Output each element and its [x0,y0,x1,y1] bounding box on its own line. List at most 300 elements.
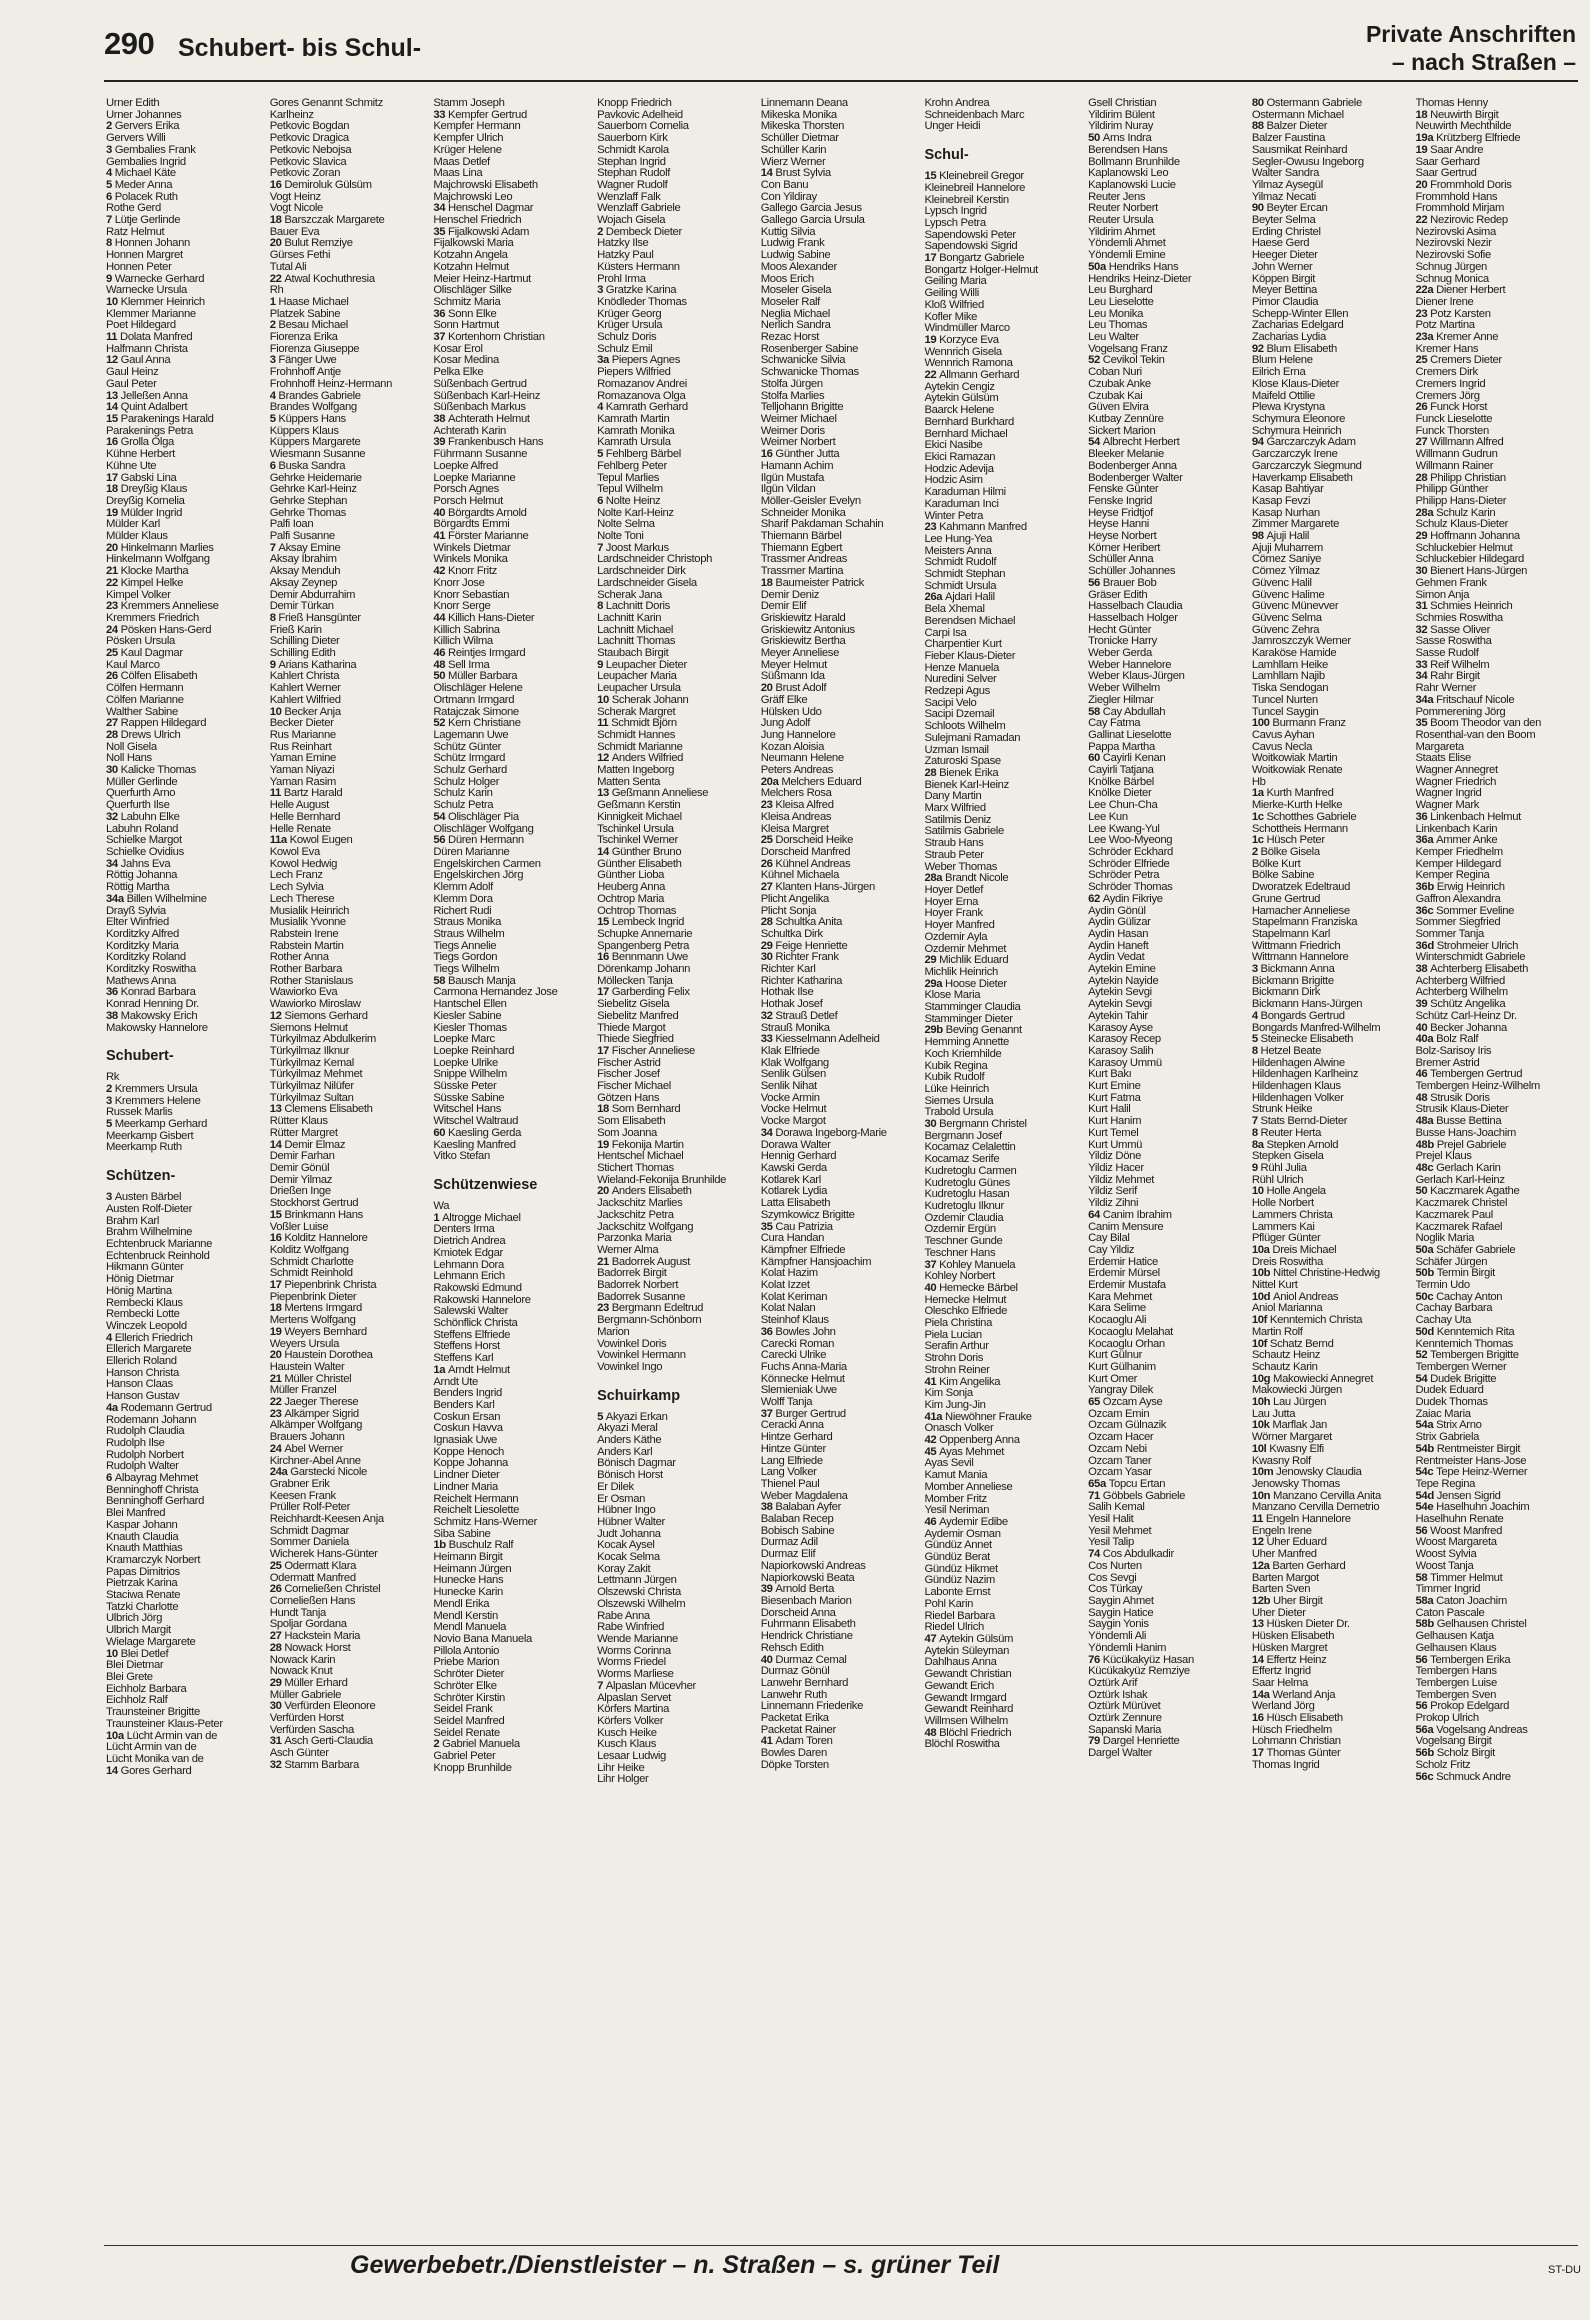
directory-entry: Witschel Hans [433,1104,502,1116]
directory-entry: 9 Warnecke Gerhard [106,273,205,285]
directory-entry: 62 Aydin Fikriye [1088,893,1163,905]
directory-entry: Yildiz Mehmet [1088,1174,1155,1186]
directory-entry: Biesenbach Marion [760,1596,852,1607]
directory-entry: Pösken Ursula [106,636,175,648]
directory-entry: 12a Barten Gerhard [1251,1560,1346,1572]
directory-entry: 48 Blöchl Friedrich [924,1727,1012,1739]
directory-entry: 24 Abel Werner [269,1443,344,1455]
directory-entry: 36 Sonn Elke [433,308,497,320]
directory-entry: Wicherek Hans-Günter [269,1549,378,1561]
directory-entry: Staats Elise [1415,753,1471,765]
directory-entry: Straus Wilhelm [433,928,505,940]
directory-entry: Süßenbach Gertrud [433,378,527,390]
directory-entry: Nowack Karin [269,1654,336,1666]
directory-entry: Lehmann Erich [433,1271,505,1283]
directory-entry: Jenowsky Thomas [1251,1478,1340,1490]
directory-entry: 31 Asch Gerti-Claudia [269,1736,373,1748]
directory-entry: Ayas Sevil [924,1458,974,1470]
directory-entry: Özdemir Ergün [924,1224,996,1236]
directory-entry: Leu Walter [1088,332,1139,344]
directory-entry: Öztürk Zennure [1088,1713,1162,1725]
directory-entry: Siebelitz Manfred [597,1010,679,1022]
directory-entry: 36a Ammer Anke [1415,835,1498,847]
directory-entry: Kolditz Wolfgang [269,1244,349,1256]
directory-entry: 27 Rappen Hildegard [106,718,207,730]
directory-entry: Fuhrmann Elisabeth [760,1619,856,1631]
directory-entry: Petkovic Zoran [269,168,341,180]
directory-entry: Verfürden Sascha [269,1724,354,1736]
directory-entry: 19 Fekonija Martin [597,1139,684,1151]
directory-entry: 2 Besau Michael [269,320,348,332]
directory-entry: Süßmann Ida [760,671,825,683]
directory-entry: 9 Rühl Julia [1251,1162,1307,1174]
directory-entry: Vocke Margot [760,1116,826,1128]
directory-entry: 56c Schmuck Andre [1415,1771,1511,1783]
directory-entry: Potz Martina [1415,320,1475,332]
directory-entry: 10 Holle Angela [1251,1186,1326,1198]
directory-entry: Steinhof Klaus [760,1315,829,1327]
directory-entry: 17 Piepenbrink Christa [269,1280,377,1292]
directory-entry: Kamrath Martin [597,413,670,425]
directory-entry: Knopp Friedrich [597,98,672,109]
directory-entry: Mathews Anna [106,975,176,987]
directory-entry: Kaul Marco [106,659,160,671]
directory-entry: Rudolph Claudia [106,1426,185,1438]
directory-entry: Gabriel Peter [433,1751,496,1763]
directory-entry: Kleinebreil Kerstin [924,194,1009,206]
directory-entry: Durmaz Elif [760,1549,816,1561]
directory-entry: 10 Klemmer Heinrich [106,296,205,308]
directory-entry: Wolff Tanja [760,1397,813,1409]
directory-entry: Ignasiak Uwe [433,1435,497,1447]
directory-entry: Som Elisabeth [597,1116,666,1128]
directory-entry: Dorawa Walter [760,1139,831,1151]
directory-entry: 25 Odermatt Klara [269,1560,357,1572]
directory-entry: Yaman Niyazi [269,765,335,777]
directory-entry: Salewski Walter [433,1306,509,1318]
directory-entry: Lardschneider Christoph [597,554,713,566]
directory-entry: Cay Bilal [1088,1233,1130,1245]
directory-entry: Schultka Dirk [760,928,823,940]
directory-entry: Gehmen Frank [1415,577,1487,589]
directory-column [433,98,597,2238]
directory-entry: Senlik Nihat [760,1081,817,1093]
directory-entry: Bölke Kurt [1251,858,1301,870]
directory-entry: Koppe Johanna [433,1458,508,1470]
directory-entry: Termin Udo [1415,1280,1470,1292]
directory-entry: Gewandt Christian [924,1669,1012,1681]
directory-entry: Cachay Uta [1415,1315,1472,1327]
directory-entry: Barten Margot [1251,1572,1319,1584]
directory-entry: 21 Müller Christel [269,1373,352,1385]
directory-entry: 5 Küppers Hans [269,413,346,425]
directory-entry: Rütter Klaus [269,1116,328,1128]
directory-entry: Kasap Fevzi [1251,495,1311,507]
directory-entry: Kühne Herbert [106,449,175,461]
directory-entry: Berendsen Michael [924,615,1016,627]
directory-entry: Slemieniak Uwe [760,1385,837,1397]
directory-entry: 25 Cremers Dieter [1415,355,1502,367]
directory-entry: 94 Garczarczyk Adam [1251,437,1356,449]
directory-entry: 14 Effertz Heinz [1251,1654,1327,1666]
directory-entry: Dargel Walter [1088,1748,1153,1760]
directory-entry: 33 Reif Wilhelm [1415,659,1490,671]
directory-entry: Demir Deniz [760,589,820,601]
directory-entry: 56b Scholz Birgit [1415,1748,1495,1760]
directory-entry: 18 Barszczak Margarete [269,215,385,227]
directory-entry: Witschel Waltraud [433,1116,519,1128]
directory-entry: Pavkovic Adelheid [597,109,683,121]
directory-entry: Ostermann Michael [1251,109,1344,121]
directory-entry: Hemecke Helmut [924,1294,1007,1306]
directory-entry: Korditzky Roswitha [106,964,196,976]
directory-entry: 22 Jaeger Therese [269,1397,359,1409]
directory-entry: Schmitz Maria [433,296,501,308]
directory-entry: Klemmer Marianne [106,308,196,320]
directory-entry: 92 Blum Elisabeth [1251,343,1337,355]
directory-entry: Willmsen Wilhelm [924,1715,1008,1727]
directory-entry: Yesil Neriman [924,1505,990,1517]
directory-entry: 10a Dreis Michael [1251,1244,1337,1256]
directory-entry: Körfers Martina [597,1704,670,1716]
directory-entry: Türkyilmaz Sultan [269,1092,354,1104]
directory-entry: 56 Tembergen Erika [1415,1654,1511,1666]
directory-entry: Majchrowski Leo [433,191,513,203]
directory-entry: 5 Akyazi Erkan [597,1411,668,1423]
directory-entry: Wawiorko Eva [269,987,338,999]
directory-entry: Stolfa Jürgen [760,378,823,390]
directory-entry: Plicht Angelika [760,893,829,905]
directory-entry: Kowol Hedwig [269,858,338,870]
directory-entry: Platzek Sabine [269,308,341,320]
directory-entry: Ajuji Muharrem [1251,542,1323,554]
directory-entry: Kurt Gülnur [1088,1350,1143,1362]
directory-entry: Aytekin Cengiz [924,381,995,393]
directory-entry: 21 Klocke Martha [106,566,189,578]
directory-entry: Yildiz Serif [1088,1186,1137,1198]
directory-entry: 16 Bennmann Uwe [597,952,688,964]
directory-entry: Yöndemli Hanim [1088,1642,1167,1654]
directory-entry: Kühnel Michaela [760,870,840,882]
directory-entry: Lettmann Jürgen [597,1575,677,1587]
directory-entry: 50 Kaczmarek Agathe [1415,1186,1520,1198]
directory-entry: Yesil Talip [1088,1537,1134,1549]
directory-entry: Walther Sabine [106,706,178,718]
directory-entry: Winczek Leopold [106,1320,187,1332]
directory-entry: 14 Quint Adalbert [106,402,188,414]
directory-column [270,98,434,2238]
directory-entry: 41 Kim Angelika [924,1376,1001,1388]
directory-entry: Lee Chun-Cha [1088,800,1158,812]
directory-entry: Lanwehr Ruth [760,1689,827,1701]
directory-entry: Vogelsang Birgit [1415,1736,1492,1748]
directory-entry: Gewandt Erich [924,1680,994,1692]
directory-entry: Satilmis Deniz [924,814,992,826]
directory-entry: 3a Piepers Agnes [597,355,681,367]
directory-entry: Bleeker Melanie [1088,449,1164,461]
directory-entry: Redzepi Agus [924,686,990,698]
directory-entry: Mendl Kerstin [433,1610,498,1622]
directory-entry: Klak Wolfgang [760,1057,829,1069]
directory-entry: Weimer Norbert [760,437,836,449]
directory-entry: Wagner Rudolf [597,179,668,191]
directory-entry: Kim Jung-Jin [924,1399,986,1411]
directory-entry: Kolat Hazim [760,1268,818,1280]
directory-entry: 20 Frommhold Doris [1415,179,1512,191]
directory-entry: Kemper Friedhelm [1415,847,1503,858]
directory-entry: Cura Handan [760,1233,825,1245]
directory-entry: Kurt Emine [1088,1081,1141,1093]
directory-entry: 39 Frankenbusch Hans [433,437,544,449]
directory-entry: Vogelsang Franz [1088,343,1168,355]
directory-entry: Musialik Yvonne [269,917,346,929]
directory-entry: Hoyer Manfred [924,920,995,932]
directory-entry: Schmidt Karola [597,144,669,156]
directory-entry: Arndt Ute [433,1376,478,1388]
directory-entry: Cremers Ingrid [1415,378,1486,390]
directory-entry: Packetat Rainer [760,1724,836,1736]
directory-entry: Schnug Monica [1415,273,1489,285]
directory-entry: Fischer Josef [597,1069,660,1081]
directory-entry: Kämpfner Hansjoachim [760,1256,872,1268]
directory-entry: Tepe Regina [1415,1478,1476,1490]
directory-entry: Urner Edith [106,98,160,109]
directory-entry: Saar Helma [1251,1677,1308,1689]
directory-entry: Kwasny Rolf [1251,1455,1311,1467]
directory-entry: Lypsch Ingrid [924,206,987,218]
directory-entry: Worms Corinna [597,1645,671,1657]
directory-entry: 58 Bausch Manja [433,975,516,987]
directory-entry: Schröter Elke [433,1680,497,1692]
directory-entry: 22 Nezirovic Redep [1415,215,1508,227]
directory-entry: Balzer Faustina [1251,133,1326,145]
directory-entry: John Werner [1251,261,1313,273]
directory-entry: 98 Ajuji Halil [1251,531,1310,543]
directory-entry: Er Osman [597,1493,646,1505]
directory-entry: Knölke Dieter [1088,788,1152,800]
directory-entry: Rabe Anna [597,1610,650,1622]
directory-entry: 58b Gelhausen Christel [1415,1619,1527,1631]
directory-entry: Asch Günter [269,1748,329,1760]
directory-entry: Kurt Hanim [1088,1116,1142,1128]
directory-entry: Kosar Erol [433,343,483,355]
directory-entry: Kocaoglu Orhan [1088,1338,1165,1350]
directory-entry: Henze Manuela [924,662,1000,674]
directory-entry: Yesil Halit [1088,1514,1134,1526]
directory-entry: Busse Hans-Joachim [1415,1127,1516,1139]
directory-entry: 40 Durmaz Cemal [760,1654,847,1666]
directory-entry: Napiorkowski Beata [760,1572,855,1584]
directory-column [106,98,270,2238]
directory-entry: Schulz Emil [597,343,653,355]
directory-entry: Bongartz Holger-Helmut [924,264,1038,276]
directory-entry: 37 Kortenhorn Christian [433,332,545,344]
directory-entry: Kohley Norbert [924,1271,995,1283]
directory-entry: Hunecke Karin [433,1587,503,1599]
directory-entry: Kiesler Sabine [433,1010,502,1022]
directory-entry: Wa [433,1200,450,1212]
directory-entry: Heyse Fridtjof [1088,507,1153,519]
directory-entry: 54 Olischläger Pia [433,811,519,823]
directory-entry: 28 Bienek Erika [924,767,999,779]
directory-entry: Hamacher Anneliese [1251,905,1350,917]
directory-entry: Schmies Roswitha [1415,612,1503,624]
directory-entry: 4 Kamrath Gerhard [597,402,688,414]
directory-entry: Pillola Antonio [433,1645,500,1657]
directory-entry: Dörenkamp Johann [597,964,691,976]
directory-entry: Hildenhagen Klaus [1251,1081,1341,1093]
directory-entry: Aytekin Süleyman [924,1645,1010,1657]
directory-entry: 42 Knorr Fritz [433,566,497,578]
directory-entry: Kocamaz Celalettin [924,1142,1016,1154]
directory-entry: Con Yildiray [760,191,817,203]
directory-entry: Klose Klaus-Dieter [1251,378,1340,390]
directory-entry: Jackschitz Marlies [597,1198,683,1210]
section-title-line1: Private Anschriften [1365,21,1576,47]
directory-entry: Lardschneider Gisela [597,577,697,589]
directory-entry: Blei Manfred [106,1508,166,1520]
directory-entry: Zacharias Lydia [1251,332,1326,344]
directory-entry: Lang Elfriede [760,1455,823,1467]
directory-entry: Keesen Frank [269,1490,336,1502]
directory-entry: 8 Lachnitt Doris [597,601,670,613]
directory-entry: Telljohann Brigitte [760,402,844,414]
directory-entry: Griskiewitz Bertha [760,636,846,648]
directory-entry: Sacipi Velo [924,697,977,709]
directory-entry: Karasoy Ümmü [1088,1057,1162,1069]
directory-entry: Rahr Werner [1415,683,1477,695]
directory-entry: Wende Marianne [597,1634,678,1645]
directory-entry: Rother Anna [269,952,329,964]
directory-column [1416,98,1580,2238]
directory-entry: 79 Dargel Henriette [1088,1736,1180,1748]
directory-entry: Vogt Heinz [269,191,321,203]
directory-entry: Korditzky Roland [106,952,186,964]
directory-entry: Petkovic Slavica [269,156,347,168]
directory-entry: Stepken Gisela [1251,1151,1324,1163]
directory-entry: 50b Termin Birgit [1415,1268,1495,1280]
directory-entry: Bremer Astrid [1415,1057,1480,1069]
directory-entry: Mendl Manuela [433,1622,507,1634]
directory-entry: 10 Becker Anja [269,706,341,718]
directory-entry: Hinkelmann Wolfgang [106,554,210,566]
directory-entry: Sharif Pakdaman Schahin [760,519,884,531]
directory-entry: Gallego Garcia Jesus [760,203,862,215]
directory-entry: 50a Hendriks Hans [1088,261,1179,273]
directory-column [1252,98,1416,2238]
directory-entry: Staubach Birgit [597,648,669,660]
directory-entry: Leupacher Maria [597,671,677,683]
directory-entry: Traunsteiner Klaus-Peter [106,1718,223,1730]
directory-entry: Piela Christina [924,1318,993,1330]
directory-entry: 46 Tembergen Gertrud [1415,1069,1523,1081]
directory-entry: 54c Tepe Heinz-Werner [1415,1467,1528,1479]
directory-entry: Coskun Ersan [433,1411,501,1423]
directory-entry: 13 Jelleßen Anna [106,390,188,402]
directory-entry: Cömez Yilmaz [1251,566,1320,578]
directory-entry: Schilling Dieter [269,636,340,648]
directory-entry: Woost Tanja [1415,1560,1474,1572]
directory-entry: Cölfen Hermann [106,683,184,695]
directory-entry: Bölke Sabine [1251,870,1315,882]
directory-entry: Wagner Ingrid [1415,788,1482,800]
directory-entry: Gündüz Nazim [924,1575,995,1587]
directory-entry: Salih Kemal [1088,1502,1145,1514]
directory-entry: Aytekin Sevgi [1088,987,1152,999]
directory-entry: Kaczmarek Christel [1415,1198,1508,1210]
directory-entry: 37 Kohley Manuela [924,1259,1016,1271]
directory-entry: Cavus Necla [1251,741,1313,753]
directory-entry: 71 Göbbels Gabriele [1088,1490,1186,1502]
directory-entry: Hönig Martina [106,1285,172,1297]
directory-entry: 5 Meder Anna [106,179,173,191]
directory-entry: Hübner Walter [597,1516,665,1528]
directory-entry: Hendriks Heinz-Dieter [1088,273,1192,285]
directory-entry: Durmaz Gönül [760,1666,830,1678]
directory-entry: Lihr Heike [597,1762,645,1774]
directory-entry: Stapelmann Franziska [1251,917,1358,929]
directory-entry: Gündüz Annet [924,1540,992,1552]
directory-entry: Noll Gisela [106,741,157,753]
directory-entry: Carecki Roman [760,1338,835,1350]
directory-entry: 24 Pösken Hans-Gerd [106,624,212,636]
directory-entry: Güvenc Halime [1251,589,1325,601]
directory-entry: Erdemir Mustafa [1088,1280,1166,1292]
directory-entry: Aytekin Nayide [1088,975,1159,987]
directory-entry: 50 Müller Barbara [433,671,518,683]
directory-entry: Helle Bernhard [269,811,341,823]
directory-entry: 64 Canim Ibrahim [1088,1209,1172,1221]
directory-entry: 6 Polacek Ruth [106,191,178,203]
directory-entry: 16 Hüsch Elisabeth [1251,1713,1343,1725]
directory-entry: Hothak Ilse [760,987,814,999]
directory-entry: 19 Saar Andre [1415,144,1484,156]
directory-entry: Kudretoglu Carmen [924,1165,1017,1177]
directory-entry: Krohn Andrea [924,98,990,109]
directory-entry: Cömez Saniye [1251,554,1322,566]
directory-entry: Ochtrop Thomas [597,905,677,917]
directory-entry: 14 Gores Gerhard [106,1765,192,1777]
directory-entry: Weber Hannelore [1088,659,1172,671]
directory-entry: Koch Kriemhilde [924,1048,1002,1060]
directory-entry: Czubak Kai [1088,390,1143,402]
directory-entry: Kusch Heike [597,1727,657,1739]
directory-entry: Tuncel Nurten [1251,694,1318,706]
directory-entry: Richert Rudi [433,905,492,917]
directory-entry: Loepke Marianne [433,472,516,484]
directory-entry: Meerkamp Ruth [106,1142,182,1154]
directory-entry: 10a Lücht Armin van de [106,1730,218,1742]
directory-entry: Nolte Karl-Heinz [597,507,674,519]
directory-entry: Schielke Ovidius [106,847,184,858]
directory-entry: Bollmann Brunhilde [1088,156,1180,168]
directory-entry: 11 Engeln Hannelore [1251,1514,1351,1526]
directory-entry: Schulz Holger [433,776,500,788]
directory-entry: 7 Aksay Emine [269,542,341,554]
directory-entry: Winkels Monika [433,554,508,566]
directory-entry: Nolte Selma [597,519,655,531]
directory-entry: Worms Friedel [597,1657,666,1669]
directory-entry: 8 Hetzel Beate [1251,1045,1322,1057]
directory-entry: 14 Demir Elmaz [269,1139,346,1151]
directory-entry: Hüsken Margret [1251,1642,1328,1654]
directory-entry: Lardschneider Dirk [597,566,686,578]
directory-entry: Coban Nuri [1088,367,1142,379]
directory-entry: Linnemann Friederike [760,1701,864,1713]
directory-entry: 10g Makowiecki Annegret [1251,1373,1374,1385]
directory-entry: Fenske Günter [1088,484,1159,496]
directory-entry: 12b Uher Birgit [1251,1596,1323,1607]
